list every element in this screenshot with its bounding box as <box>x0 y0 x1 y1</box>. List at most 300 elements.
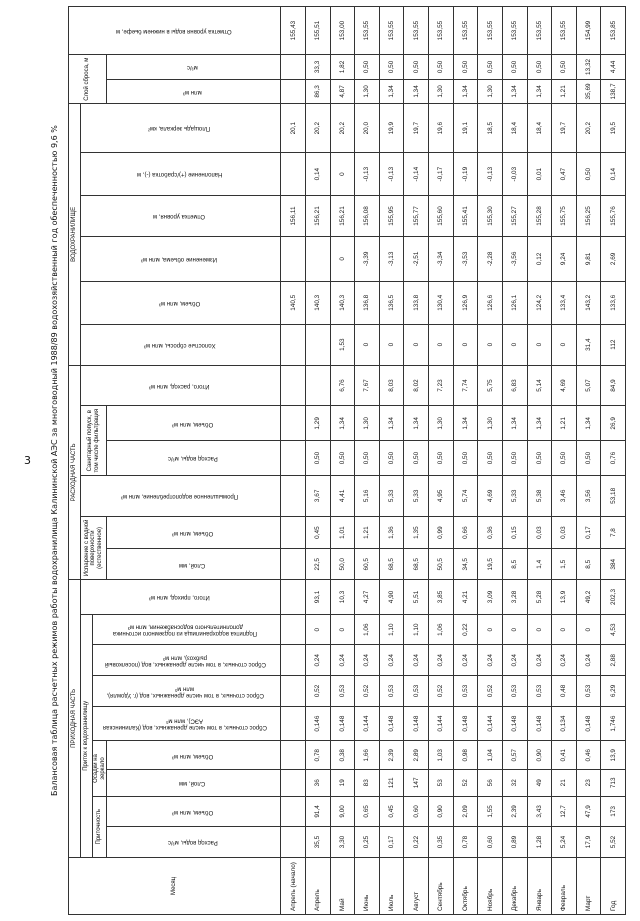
table-cell: 19,7 <box>552 104 577 153</box>
table-cell: 0 <box>552 324 577 365</box>
table-cell: 155,95 <box>379 196 404 237</box>
table-cell: 19 <box>330 770 355 797</box>
table-cell: 0,24 <box>453 645 478 676</box>
table-cell: 18,4 <box>502 104 527 153</box>
table-cell: 155,60 <box>429 196 454 237</box>
table-cell: 126,9 <box>453 281 478 324</box>
table-cell: 3,46 <box>552 475 577 516</box>
table-cell: -0,14 <box>404 153 429 196</box>
table-cell: 1,01 <box>330 516 355 549</box>
table-cell: 0,50 <box>453 441 478 476</box>
month-header: Месяц <box>69 857 281 914</box>
table-cell: 0,148 <box>502 706 527 741</box>
table-cell: 0,24 <box>379 645 404 676</box>
table-cell: 12,7 <box>552 796 577 827</box>
table-cell: 32 <box>502 770 527 797</box>
table-cell: 0,50 <box>330 441 355 476</box>
table-cell: 3,85 <box>429 580 454 615</box>
spill-volume-header: млн м³ <box>107 79 281 104</box>
table-cell: 173 <box>601 796 626 827</box>
table-cell: 5,33 <box>404 475 429 516</box>
table-cell: 20,2 <box>576 104 601 153</box>
table-cell: 1,36 <box>379 516 404 549</box>
table-cell: 19,5 <box>478 549 503 580</box>
table-cell: 1,21 <box>552 79 577 104</box>
table-cell: 0,50 <box>552 441 577 476</box>
table-cell: 0,01 <box>527 153 552 196</box>
table-cell: 0,50 <box>576 153 601 196</box>
table-cell: 133,6 <box>601 281 626 324</box>
table-cell: 0,15 <box>502 516 527 549</box>
table-cell: 1,30 <box>478 79 503 104</box>
table-cell: 0,17 <box>379 827 404 858</box>
table-cell: 52 <box>453 770 478 797</box>
table-cell: 3,56 <box>576 475 601 516</box>
table-cell: 18,4 <box>527 104 552 153</box>
table-cell: 0,65 <box>355 796 380 827</box>
table-cell <box>281 796 306 827</box>
table-cell: 0,53 <box>453 676 478 707</box>
table-cell: -3,56 <box>502 236 527 281</box>
table-cell: 153,55 <box>429 7 454 55</box>
table-cell: 0,46 <box>576 741 601 770</box>
table-cell: 1,5 <box>552 549 577 580</box>
table-cell: 0,53 <box>379 676 404 707</box>
table-cell <box>306 324 331 365</box>
table-cell: 0,24 <box>552 645 577 676</box>
table-cell: 1,55 <box>478 796 503 827</box>
table-cell: 156,25 <box>576 196 601 237</box>
table-cell: 0,78 <box>453 827 478 858</box>
table-cell: 0,144 <box>429 706 454 741</box>
table-cell: 0,50 <box>502 441 527 476</box>
table-cell: 0,24 <box>355 645 380 676</box>
rotated-table-content <box>68 6 626 915</box>
month-cell: Январь <box>527 857 552 914</box>
table-cell: 0 <box>576 614 601 645</box>
table-cell <box>281 676 306 707</box>
table-cell: 0,89 <box>502 827 527 858</box>
table-cell: 5,16 <box>355 475 380 516</box>
month-cell: Август <box>404 857 429 914</box>
table-cell: 5,74 <box>453 475 478 516</box>
table-cell: 1,34 <box>502 79 527 104</box>
table-cell: 0,24 <box>404 645 429 676</box>
table-cell: 17,9 <box>576 827 601 858</box>
table-row <box>429 7 454 915</box>
groundwater-recharge-header: Подпитка водохранилища из подземного источника дополнительного водоснабжения, млн м³ <box>93 614 281 645</box>
table-row <box>576 7 601 915</box>
expense-part-header: РАСХОДНАЯ ЧАСТЬ <box>69 365 81 579</box>
table-cell: 9,81 <box>576 236 601 281</box>
tributary-header: Приточность <box>93 796 107 857</box>
table-cell: 1,06 <box>355 614 380 645</box>
table-cell: 1,746 <box>601 706 626 741</box>
table-cell: 1,30 <box>478 406 503 441</box>
table-cell: 4,90 <box>379 580 404 615</box>
table-cell: 4,21 <box>453 580 478 615</box>
table-cell: 0,50 <box>355 441 380 476</box>
table-cell: 0,98 <box>453 741 478 770</box>
table-cell: 1,34 <box>330 406 355 441</box>
table-cell: 1,30 <box>429 406 454 441</box>
table-cell: 1,82 <box>330 55 355 80</box>
table-cell: 0,148 <box>576 706 601 741</box>
table-cell: 130,4 <box>429 281 454 324</box>
sanitary-group-header: Санитарный попуск, в том числе фильтрация <box>81 406 107 475</box>
month-cell: Декабрь <box>502 857 527 914</box>
precip-volume-header: Объем, млн м³ <box>107 741 281 770</box>
table-cell: 1,34 <box>576 406 601 441</box>
table-cell: 384 <box>601 549 626 580</box>
table-cell: 7,67 <box>355 365 380 406</box>
table-cell: 153,55 <box>502 7 527 55</box>
table-cell: 156,21 <box>330 196 355 237</box>
table-cell: 47,9 <box>576 796 601 827</box>
table-cell: 26,9 <box>601 406 626 441</box>
table-cell: 4,44 <box>601 55 626 80</box>
table-cell: 0,24 <box>527 645 552 676</box>
table-cell: 154,99 <box>576 7 601 55</box>
table-cell <box>281 153 306 196</box>
total-expense-header: Итого, расход, млн м³ <box>81 365 281 406</box>
table-cell: 20,1 <box>281 104 306 153</box>
table-cell: 147 <box>404 770 429 797</box>
month-cell: Сентябрь <box>429 857 454 914</box>
table-cell: 0,48 <box>552 676 577 707</box>
table-row <box>355 7 380 915</box>
table-cell: 50,5 <box>429 549 454 580</box>
table-cell: 1,34 <box>453 79 478 104</box>
table-cell: 0,35 <box>429 827 454 858</box>
table-cell: 22,5 <box>306 549 331 580</box>
table-cell: 1,21 <box>552 406 577 441</box>
table-cell <box>281 55 306 80</box>
table-cell <box>281 441 306 476</box>
table-cell: 34,5 <box>453 549 478 580</box>
table-cell <box>281 406 306 441</box>
total-income-header: Итого, приход, млн м³ <box>81 580 281 615</box>
table-cell: 0,50 <box>379 55 404 80</box>
table-cell: 4,27 <box>355 580 380 615</box>
table-row <box>453 7 478 915</box>
table-cell: 155,51 <box>306 7 331 55</box>
table-cell: 18,5 <box>478 104 503 153</box>
table-row <box>404 7 429 915</box>
table-cell: 133,4 <box>552 281 577 324</box>
table-caption: Балансовая таблица расчетных режимов работы водохранилища Калининской АЭС за многоводный 1988/89 водохозяйственный год обеспеченностью 9,6 % <box>50 125 59 796</box>
table-cell: 0,52 <box>306 676 331 707</box>
table-cell: 0 <box>330 153 355 196</box>
month-cell: Апрель (начало) <box>281 857 306 914</box>
month-cell: Февраль <box>552 857 577 914</box>
table-cell: 1,34 <box>453 406 478 441</box>
page-number: 3 <box>24 454 31 467</box>
table-cell: 0,50 <box>527 441 552 476</box>
table-cell: 1,28 <box>527 827 552 858</box>
table-cell: 0,144 <box>478 706 503 741</box>
table-cell: 0,24 <box>478 645 503 676</box>
table-cell: 0 <box>527 614 552 645</box>
table-row <box>527 7 552 915</box>
table-cell: 0 <box>552 614 577 645</box>
table-cell: 86,3 <box>306 79 331 104</box>
npp-discharge-header: Сброс сточных, в том числе дренажных, вод (Калининская АЭС), млн м³ <box>93 706 281 741</box>
evap-layer-header: Слой, мм <box>107 549 281 580</box>
table-cell: 6,76 <box>330 365 355 406</box>
spill-flow-header: м³/с <box>107 55 281 80</box>
table-cell: 0,53 <box>404 676 429 707</box>
table-cell: 2,39 <box>502 796 527 827</box>
table-row <box>330 7 355 915</box>
table-cell: 1,10 <box>379 614 404 645</box>
table-cell: 0,50 <box>379 441 404 476</box>
table-cell: 0,03 <box>552 516 577 549</box>
table-cell: 19,5 <box>601 104 626 153</box>
table-cell: -0,13 <box>379 153 404 196</box>
table-cell: 68,5 <box>379 549 404 580</box>
table-cell: 3,09 <box>478 580 503 615</box>
table-cell <box>306 365 331 406</box>
table-cell: 0,57 <box>502 741 527 770</box>
table-cell: 93,1 <box>306 580 331 615</box>
table-cell: 5,51 <box>404 580 429 615</box>
industrial-use-header: Промышленное водопотребление, млн м³ <box>81 475 281 516</box>
table-cell: 0 <box>306 614 331 645</box>
table-cell: 3,67 <box>306 475 331 516</box>
table-cell: 0,03 <box>527 516 552 549</box>
table-cell: 0,148 <box>379 706 404 741</box>
table-cell: 0,53 <box>502 676 527 707</box>
balance-table <box>68 6 626 915</box>
table-cell: 0,38 <box>330 741 355 770</box>
table-cell: 23 <box>576 770 601 797</box>
table-cell: 136,5 <box>379 281 404 324</box>
table-cell: 1,34 <box>379 79 404 104</box>
table-header <box>69 7 281 915</box>
table-cell: 21 <box>552 770 577 797</box>
table-cell: 153,00 <box>330 7 355 55</box>
table-cell: 140,5 <box>281 281 306 324</box>
table-row <box>478 7 503 915</box>
table-cell: 53 <box>429 770 454 797</box>
table-cell: 0,52 <box>355 676 380 707</box>
table-cell: 7,74 <box>453 365 478 406</box>
table-cell: 1,21 <box>355 516 380 549</box>
table-cell: 0,50 <box>404 441 429 476</box>
table-cell: 0,24 <box>502 645 527 676</box>
table-cell <box>281 580 306 615</box>
table-cell: 50,0 <box>330 549 355 580</box>
table-cell: 0,25 <box>355 827 380 858</box>
table-cell: 4,95 <box>429 475 454 516</box>
table-cell: 3,43 <box>527 796 552 827</box>
table-cell: 0,148 <box>527 706 552 741</box>
table-cell: -0,13 <box>355 153 380 196</box>
table-cell <box>281 324 306 365</box>
table-cell: 136,8 <box>355 281 380 324</box>
table-cell: 1,30 <box>355 79 380 104</box>
table-cell: 9,00 <box>330 796 355 827</box>
table-cell: 0,148 <box>453 706 478 741</box>
table-cell: 0,14 <box>601 153 626 196</box>
table-cell: 155,77 <box>404 196 429 237</box>
table-cell: 49,2 <box>576 580 601 615</box>
month-cell: Июнь <box>355 857 380 914</box>
table-cell: 1,34 <box>404 406 429 441</box>
table-cell <box>281 365 306 406</box>
table-cell: 124,2 <box>527 281 552 324</box>
table-cell: 0,60 <box>478 827 503 858</box>
precip-layer-header: Слой, мм <box>107 770 281 797</box>
table-cell: 0 <box>330 614 355 645</box>
table-cell: 153,55 <box>478 7 503 55</box>
table-cell: 0,146 <box>306 706 331 741</box>
table-cell: -0,13 <box>478 153 503 196</box>
table-cell: 1,34 <box>527 406 552 441</box>
table-cell: 156,08 <box>355 196 380 237</box>
table-cell: 2,09 <box>453 796 478 827</box>
table-cell: 4,69 <box>552 365 577 406</box>
table-cell: 33,3 <box>306 55 331 80</box>
table-cell: 713 <box>601 770 626 797</box>
table-cell: 0,76 <box>601 441 626 476</box>
table-cell: 0 <box>502 324 527 365</box>
table-cell: 3,30 <box>330 827 355 858</box>
table-cell: 1,34 <box>527 79 552 104</box>
table-cell: 0,24 <box>576 645 601 676</box>
table-cell: -0,19 <box>453 153 478 196</box>
table-cell: 31,4 <box>576 324 601 365</box>
table-cell: -2,51 <box>404 236 429 281</box>
reservoir-header: ВОДОХРАНИЛИЩЕ <box>69 104 81 365</box>
table-cell: 5,52 <box>601 827 626 858</box>
evap-volume-header: Объем, млн м³ <box>107 516 281 549</box>
month-cell: Ноябрь <box>478 857 503 914</box>
table-cell: 155,75 <box>552 196 577 237</box>
table-cell: -3,39 <box>355 236 380 281</box>
table-cell: 0,52 <box>429 676 454 707</box>
table-row <box>601 7 626 915</box>
table-row <box>306 7 331 915</box>
precipitation-header: Осадки на зеркало <box>93 741 107 796</box>
table-cell: 138,7 <box>601 79 626 104</box>
table-cell: 8,5 <box>502 549 527 580</box>
table-cell: 2,39 <box>379 741 404 770</box>
table-cell: 155,30 <box>478 196 503 237</box>
sanitary-flow-header: Расход воды, м³/с <box>107 441 281 476</box>
table-cell: 143,2 <box>576 281 601 324</box>
table-cell: 1,03 <box>429 741 454 770</box>
table-cell: 19,9 <box>379 104 404 153</box>
table-cell <box>281 770 306 797</box>
table-cell: 9,24 <box>552 236 577 281</box>
table-cell: 4,87 <box>330 79 355 104</box>
table-cell <box>281 79 306 104</box>
table-cell: 1,34 <box>404 79 429 104</box>
table-cell: 5,33 <box>379 475 404 516</box>
table-cell: 5,28 <box>527 580 552 615</box>
table-cell: 0,144 <box>355 706 380 741</box>
table-cell: 1,66 <box>355 741 380 770</box>
table-cell: 0,53 <box>576 676 601 707</box>
table-cell: 153,55 <box>355 7 380 55</box>
table-cell: 53,18 <box>601 475 626 516</box>
table-cell: 0,14 <box>306 153 331 196</box>
table-cell <box>306 236 331 281</box>
table-cell: -3,34 <box>429 236 454 281</box>
table-cell: 0,22 <box>453 614 478 645</box>
sanitary-volume-header: Объем, млн м³ <box>107 406 281 441</box>
table-cell: 0,17 <box>576 516 601 549</box>
table-cell: 1,53 <box>330 324 355 365</box>
table-cell: 1,4 <box>527 549 552 580</box>
table-cell: 0,50 <box>527 55 552 80</box>
inflow-sources-header: Приток к водохранилищу <box>81 614 93 857</box>
table-cell: 0,148 <box>330 706 355 741</box>
table-cell: 0,50 <box>576 441 601 476</box>
table-cell: 0 <box>330 236 355 281</box>
table-cell: 0,24 <box>429 645 454 676</box>
table-cell: 1,30 <box>429 79 454 104</box>
table-cell: 0 <box>453 324 478 365</box>
table-cell: 0,12 <box>527 236 552 281</box>
table-cell: 49 <box>527 770 552 797</box>
table-cell: 4,69 <box>478 475 503 516</box>
table-cell: 0,99 <box>429 516 454 549</box>
table-cell: 0,60 <box>404 796 429 827</box>
table-cell: 0 <box>379 324 404 365</box>
table-cell: 8,02 <box>404 365 429 406</box>
table-cell: 5,38 <box>527 475 552 516</box>
table-cell: 155,28 <box>527 196 552 237</box>
table-cell: 1,06 <box>429 614 454 645</box>
table-cell: 153,55 <box>527 7 552 55</box>
table-cell: 0,50 <box>355 55 380 80</box>
rotated-table-frame <box>68 6 626 915</box>
table-cell: -3,53 <box>453 236 478 281</box>
table-cell: 2,69 <box>601 236 626 281</box>
table-cell: 36 <box>306 770 331 797</box>
table-cell: 140,3 <box>306 281 331 324</box>
table-cell: 4,41 <box>330 475 355 516</box>
table-cell: 0,50 <box>429 441 454 476</box>
spill-group-header: Слой сброса, м <box>69 55 107 104</box>
table-cell: 0,45 <box>379 796 404 827</box>
table-cell: 153,85 <box>601 7 626 55</box>
table-cell: 0,66 <box>453 516 478 549</box>
table-cell: 1,10 <box>404 614 429 645</box>
table-cell: 13,32 <box>576 55 601 80</box>
table-cell: 0,90 <box>429 796 454 827</box>
table-cell: 8,5 <box>576 549 601 580</box>
table-row <box>281 7 306 915</box>
table-cell: 6,83 <box>502 365 527 406</box>
table-cell: 0 <box>355 324 380 365</box>
table-cell: 1,29 <box>306 406 331 441</box>
table-cell: 0 <box>429 324 454 365</box>
volume-change-header: Изменение объема, млн м³ <box>81 236 281 281</box>
surface-area-header: Площадь зеркала, км² <box>81 104 281 153</box>
table-cell: 0 <box>527 324 552 365</box>
table-cell: 1,35 <box>404 516 429 549</box>
table-cell: 83 <box>355 770 380 797</box>
table-cell: 91,4 <box>306 796 331 827</box>
table-cell: 5,14 <box>527 365 552 406</box>
table-cell: 153,55 <box>404 7 429 55</box>
table-cell: 153,55 <box>453 7 478 55</box>
table-cell <box>281 645 306 676</box>
